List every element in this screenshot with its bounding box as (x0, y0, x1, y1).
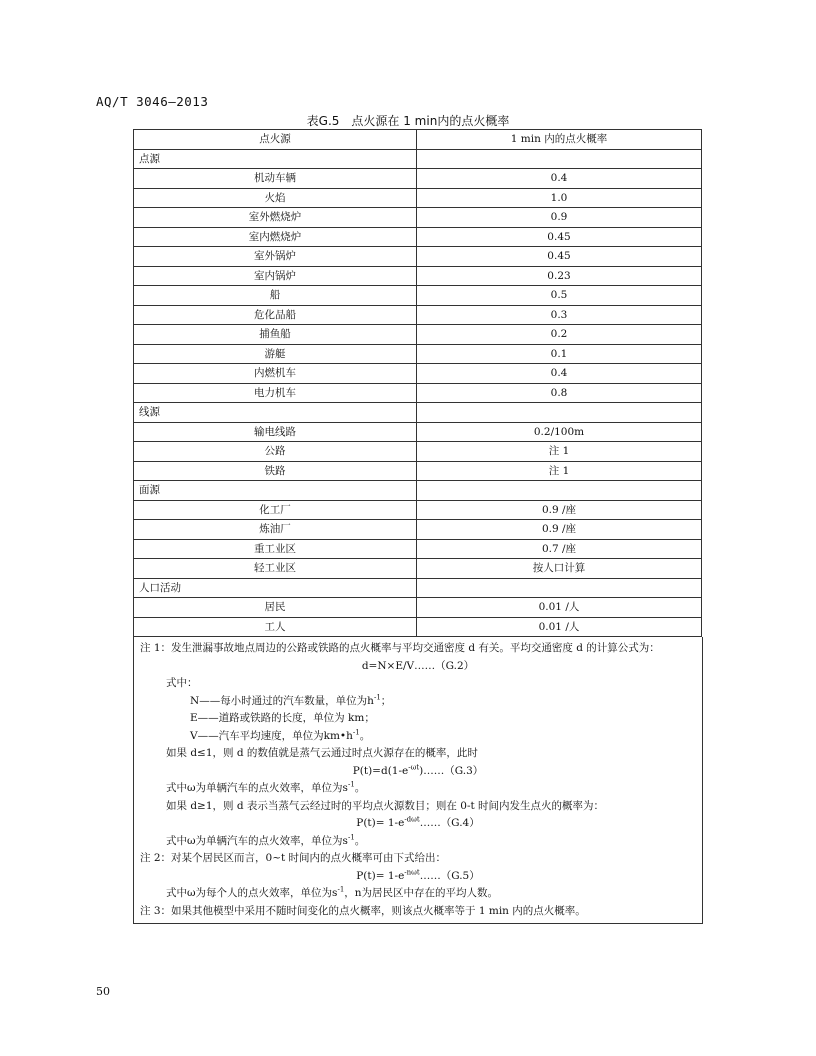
source-cell: 工人 (134, 617, 417, 637)
probability-cell (417, 149, 702, 169)
probability-cell (417, 481, 702, 501)
table-row (134, 559, 702, 579)
case-d-greater-1: 如果 d≥1，则 d 表示当蒸气云经过时的平均点火源数目；则在 0-t 时间内发生点火的概率为： (166, 799, 605, 812)
table-row (134, 208, 702, 228)
table-row (134, 247, 702, 267)
probability-cell: 按人口计算 (417, 559, 702, 579)
source-cell: 室外燃烧炉 (134, 208, 417, 228)
table-group-row (134, 578, 702, 598)
source-cell: 游艇 (134, 344, 417, 364)
where-label: 式中： (166, 677, 198, 689)
group-label: 点源 (134, 149, 417, 169)
probability-cell: 0.3 (417, 305, 702, 325)
table-body (134, 149, 702, 637)
table-header-row (134, 130, 702, 150)
column-header-probability: 1 min 内的点火概率 (417, 130, 702, 150)
probability-cell: 0.23 (417, 266, 702, 286)
table-row (134, 169, 702, 189)
probability-cell: 0.8 (417, 383, 702, 403)
probability-cell: 0.7 /座 (417, 539, 702, 559)
source-cell: 公路 (134, 442, 417, 462)
source-cell: 捕鱼船 (134, 325, 417, 345)
equation-g3: $P(t)=d(1-e^{-\omega t})\dots\dots(G.3)$ (352, 763, 484, 777)
probability-cell: 0.45 (417, 227, 702, 247)
note-3: 注 3：如果其他模型中采用不随时间变化的点火概率，则该点火概率等于 1 min 内的点火概率。 (140, 904, 586, 917)
table-row (134, 539, 702, 559)
source-cell: 电力机车 (134, 383, 417, 403)
table-group-row (134, 403, 702, 423)
source-cell: 重工业区 (134, 539, 417, 559)
note-1-intro: 注 1：发生泄漏事故地点周边的公路或铁路的点火概率与平均交通密度 d 有关。平均交通密度 d 的计算公式为： (140, 642, 660, 654)
probability-cell: 0.9 /座 (417, 520, 702, 540)
ignition-probability-table (133, 129, 702, 637)
table-row (134, 286, 702, 306)
omega-definition-3: 式中ω为每个人的点火效率，单位为$s^{-1}$，n为居民区中存在的平均人数。 (166, 885, 499, 899)
table-row (134, 266, 702, 286)
probability-cell: 0.45 (417, 247, 702, 267)
omega-definition-1: 式中ω为单辆汽车的点火效率，单位为$s^{-1}$。 (166, 780, 366, 794)
probability-cell: 0.2 (417, 325, 702, 345)
variable-v: V——汽车平均速度，单位为$km•h^{-1}$。 (190, 728, 371, 742)
source-cell: 炼油厂 (134, 520, 417, 540)
probability-cell: 0.01 /人 (417, 598, 702, 618)
notes-section (133, 637, 703, 924)
group-label: 线源 (134, 403, 417, 423)
table-row (134, 442, 702, 462)
probability-cell: 0.9 /座 (417, 500, 702, 520)
source-cell: 船 (134, 286, 417, 306)
note-2: 注 2：对某个居民区而言，0~t 时间内的点火概率可由下式给出： (140, 852, 447, 864)
omega-definition-2: 式中ω为单辆汽车的点火效率，单位为$s^{-1}$。 (166, 833, 366, 847)
table-row (134, 617, 702, 637)
probability-cell: 注 1 (417, 461, 702, 481)
column-header-source: 点火源 (134, 130, 417, 150)
equation-g2: d=N×E/V……（G.2） (361, 659, 475, 672)
source-cell: 化工厂 (134, 500, 417, 520)
probability-cell: 注 1 (417, 442, 702, 462)
group-label: 人口活动 (134, 578, 417, 598)
table-row (134, 598, 702, 618)
table-title: 表G.5 点火源在 1 min内的点火概率 (306, 114, 510, 128)
table-row (134, 422, 702, 442)
probability-cell: 0.1 (417, 344, 702, 364)
table-row (134, 344, 702, 364)
source-cell: 火焰 (134, 188, 417, 208)
table-row (134, 227, 702, 247)
source-cell: 内燃机车 (134, 364, 417, 384)
source-cell: 居民 (134, 598, 417, 618)
table-row (134, 305, 702, 325)
source-cell: 室内燃烧炉 (134, 227, 417, 247)
table-row (134, 188, 702, 208)
probability-cell: 1.0 (417, 188, 702, 208)
probability-cell: 0.4 (417, 364, 702, 384)
table-row (134, 364, 702, 384)
table-group-row (134, 481, 702, 501)
case-d-less-1: 如果 d≤1，则 d 的数值就是蒸气云通过时点火源存在的概率，此时 (166, 747, 478, 759)
page-number: 50 (96, 985, 110, 998)
equation-g5: $P(t)= 1-e^{-n\omega t}\dots\dots(G.5)$ (356, 868, 480, 882)
group-label: 面源 (134, 481, 417, 501)
source-cell: 室内锅炉 (134, 266, 417, 286)
source-cell: 铁路 (134, 461, 417, 481)
probability-cell: 0.01 /人 (417, 617, 702, 637)
table-row (134, 520, 702, 540)
source-cell: 室外锅炉 (134, 247, 417, 267)
probability-cell: 0.4 (417, 169, 702, 189)
ignition-probability-table-wrapper (133, 129, 701, 924)
table-group-row (134, 149, 702, 169)
table-row (134, 500, 702, 520)
source-cell: 输电线路 (134, 422, 417, 442)
variable-n: N——每小时通过的汽车数量，单位为$h^{-1}$； (190, 693, 392, 707)
table-row (134, 325, 702, 345)
probability-cell: 0.2/100m (417, 422, 702, 442)
probability-cell: 0.5 (417, 286, 702, 306)
source-cell: 机动车辆 (134, 169, 417, 189)
table-row (134, 383, 702, 403)
table-row (134, 461, 702, 481)
equation-g4: $P(t)= 1-e^{-d\omega t}\dots\dots(G.4)$ (356, 815, 480, 829)
probability-cell (417, 403, 702, 423)
source-cell: 危化品船 (134, 305, 417, 325)
standard-code: AQ/T 3046—2013 (96, 94, 209, 109)
probability-cell: 0.9 (417, 208, 702, 228)
source-cell: 轻工业区 (134, 559, 417, 579)
probability-cell (417, 578, 702, 598)
variable-e: E——道路或铁路的长度，单位为 km； (190, 712, 375, 724)
